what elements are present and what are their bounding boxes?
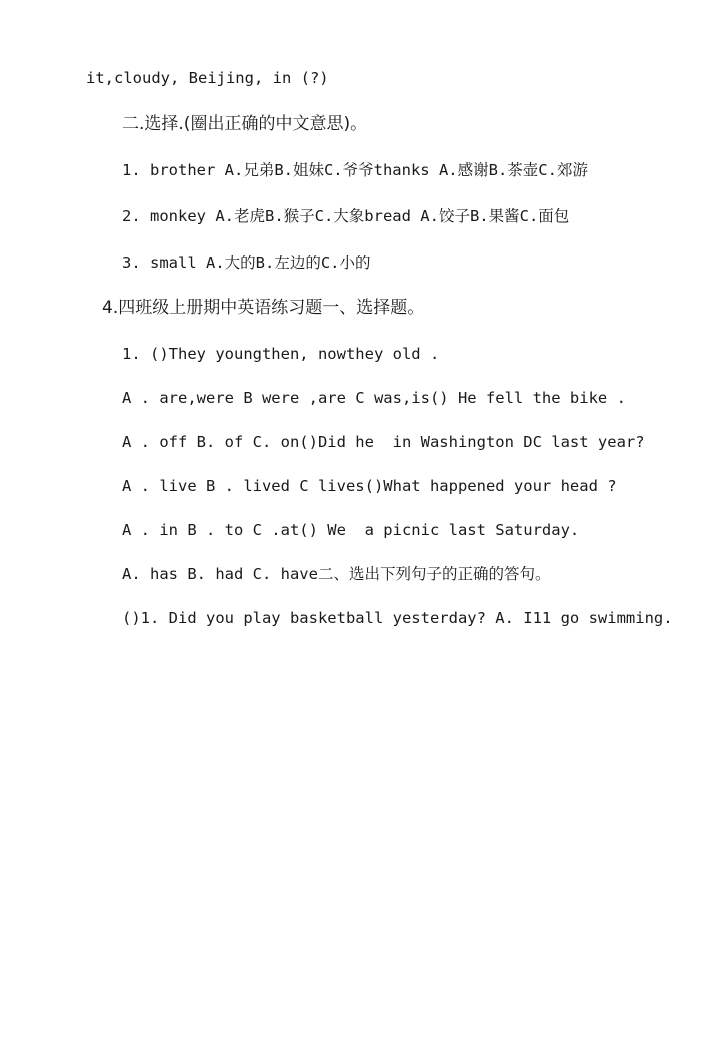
question-line-5: A . are,were B were ,are C was,is() He fell the bike . xyxy=(122,389,626,407)
question-line-10: ()1. Did you play basketball yesterday? A. I11 go swimming. xyxy=(122,609,673,627)
question-line-4: 1. ()They youngthen, nowthey old . xyxy=(122,345,440,363)
text-line-1: it,cloudy, Beijing, in (?) xyxy=(86,69,329,87)
question-line-3: 3. small A.大的B.左边的C.小的 xyxy=(122,254,371,272)
question-line-8: A . in B . to C .at() We a picnic last Saturday. xyxy=(122,521,580,539)
section-heading-grade: 4.四班级上册期中英语练习题一、选择题。 xyxy=(102,298,425,318)
question-line-6: A . off B. of C. on()Did he in Washington DC last year? xyxy=(122,433,645,451)
question-line-1: 1. brother A.兄弟B.姐妹C.爷爷thanks A.感谢B.茶壶C.郊游 xyxy=(122,161,588,179)
section-heading-choice: 二.选择.(圈出正确的中文意思)。 xyxy=(122,114,368,134)
question-line-9: A. has B. had C. have二、选出下列句子的正确的答句。 xyxy=(122,565,551,583)
question-line-7: A . live B . lived C lives()What happened your head ? xyxy=(122,477,617,495)
question-line-2: 2. monkey A.老虎B.猴子C.大象bread A.饺子B.果酱C.面包 xyxy=(122,207,570,225)
